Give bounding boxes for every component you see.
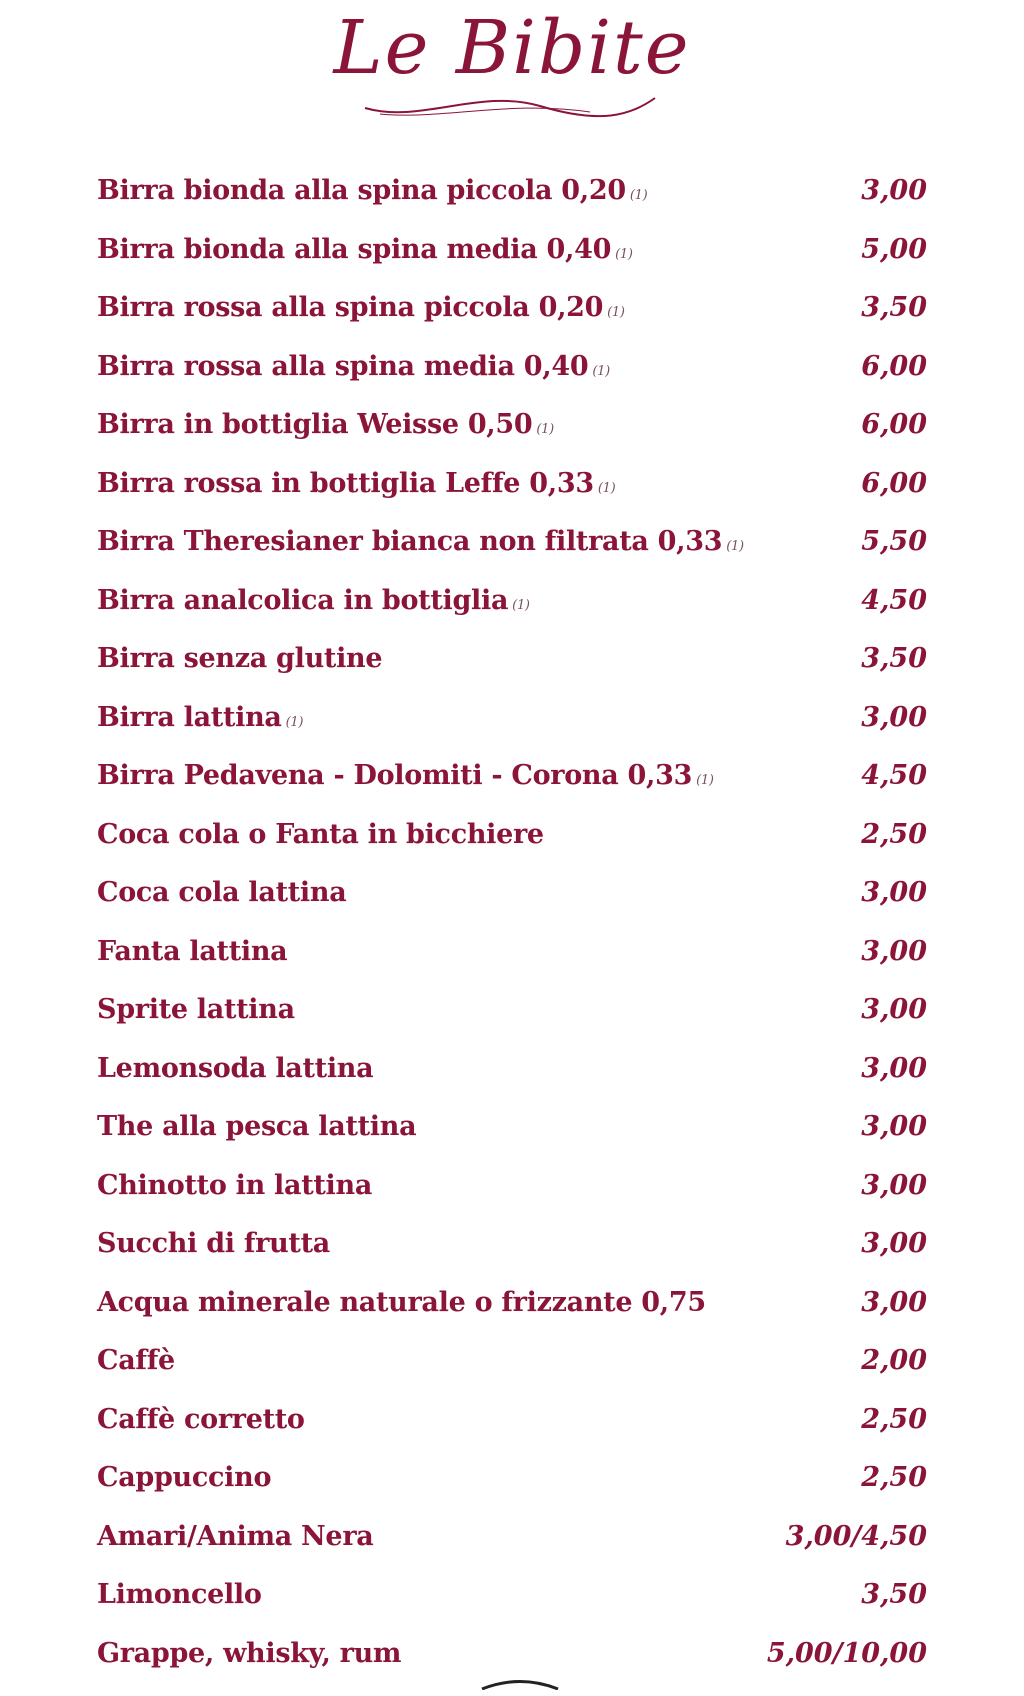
menu-item-row xyxy=(97,409,927,468)
menu-item-row xyxy=(97,468,927,527)
menu-item-price: 6,00 xyxy=(861,409,927,440)
bottom-ornament xyxy=(480,1676,560,1690)
menu-item-price: 3,50 xyxy=(861,292,927,323)
menu-item-price: 3,00 xyxy=(861,994,927,1025)
menu-item-note: (1) xyxy=(512,598,530,613)
menu-item-note: (1) xyxy=(598,481,616,496)
menu-item-note: (1) xyxy=(696,773,714,788)
menu-item-name xyxy=(97,1462,271,1493)
menu-item-name xyxy=(97,292,625,323)
menu-item-name xyxy=(97,1404,305,1435)
menu-item-name xyxy=(97,1053,373,1084)
menu-item-row xyxy=(97,1579,927,1638)
menu-item-price: 3,00 xyxy=(861,1053,927,1084)
menu-title: Le Bibite xyxy=(0,8,1024,89)
menu-item-price: 2,50 xyxy=(861,1462,927,1493)
menu-item-row xyxy=(97,936,927,995)
menu-item-name xyxy=(97,351,610,382)
menu-item-price: 3,00 xyxy=(861,1111,927,1142)
menu-item-price: 5,00/10,00 xyxy=(767,1638,927,1669)
menu-item-note: (1) xyxy=(592,364,610,379)
menu-item-price: 3,00/4,50 xyxy=(786,1521,927,1552)
menu-item-price: 4,50 xyxy=(861,585,927,616)
title-flourish-ornament xyxy=(360,86,660,122)
menu-item-row xyxy=(97,585,927,644)
menu-item-note: (1) xyxy=(726,539,744,554)
menu-item-name xyxy=(97,1521,373,1552)
menu-item-label: Birra bionda alla spina media 0,40 xyxy=(97,234,611,265)
menu-item-row xyxy=(97,1287,927,1346)
menu-item-name xyxy=(97,468,615,499)
menu-item-label: Acqua minerale naturale o frizzante 0,75 xyxy=(97,1287,706,1318)
menu-item-name xyxy=(97,234,633,265)
menu-item-label: Birra lattina xyxy=(97,702,282,733)
menu-item-label: Birra rossa in bottiglia Leffe 0,33 xyxy=(97,468,594,499)
menu-item-row xyxy=(97,994,927,1053)
menu-item-name xyxy=(97,643,382,674)
menu-item-name xyxy=(97,877,346,908)
menu-item-price: 3,00 xyxy=(861,936,927,967)
menu-item-note: (1) xyxy=(615,247,633,262)
menu-item-label: Chinotto in lattina xyxy=(97,1170,372,1201)
menu-item-label: Lemonsoda lattina xyxy=(97,1053,373,1084)
menu-item-row xyxy=(97,1170,927,1229)
menu-item-label: Caffè xyxy=(97,1345,175,1376)
menu-item-label: Birra rossa alla spina media 0,40 xyxy=(97,351,588,382)
menu-item-label: Succhi di frutta xyxy=(97,1228,330,1259)
menu-item-price: 3,00 xyxy=(861,1170,927,1201)
menu-item-row xyxy=(97,526,927,585)
menu-item-price: 2,50 xyxy=(861,819,927,850)
menu-item-row xyxy=(97,643,927,702)
menu-item-row xyxy=(97,1111,927,1170)
menu-item-row xyxy=(97,819,927,878)
menu-item-row xyxy=(97,1345,927,1404)
menu-item-name xyxy=(97,1228,330,1259)
menu-item-label: Birra bionda alla spina piccola 0,20 xyxy=(97,175,626,206)
menu-item-price: 3,50 xyxy=(861,1579,927,1610)
menu-item-name xyxy=(97,936,287,967)
menu-item-label: Amari/Anima Nera xyxy=(97,1521,373,1552)
menu-item-price: 5,50 xyxy=(861,526,927,557)
menu-item-label: Birra Theresianer bianca non filtrata 0,33 xyxy=(97,526,722,557)
menu-item-label: The alla pesca lattina xyxy=(97,1111,416,1142)
menu-item-price: 4,50 xyxy=(861,760,927,791)
menu-item-label: Coca cola lattina xyxy=(97,877,346,908)
drinks-menu-list xyxy=(97,175,927,1696)
menu-item-label: Birra senza glutine xyxy=(97,643,382,674)
menu-item-row xyxy=(97,877,927,936)
menu-item-price: 2,50 xyxy=(861,1404,927,1435)
menu-item-label: Birra analcolica in bottiglia xyxy=(97,585,508,616)
menu-item-name xyxy=(97,1579,262,1610)
menu-item-price: 2,00 xyxy=(861,1345,927,1376)
menu-item-price: 6,00 xyxy=(861,351,927,382)
menu-item-name xyxy=(97,409,554,440)
menu-item-row xyxy=(97,1462,927,1521)
menu-item-name xyxy=(97,994,295,1025)
menu-item-price: 3,00 xyxy=(861,1228,927,1259)
menu-item-name xyxy=(97,1170,372,1201)
menu-item-label: Fanta lattina xyxy=(97,936,287,967)
menu-item-note: (1) xyxy=(630,188,648,203)
menu-item-row xyxy=(97,702,927,761)
menu-item-row xyxy=(97,1053,927,1112)
menu-item-name xyxy=(97,819,544,850)
menu-item-name xyxy=(97,760,714,791)
menu-item-label: Grappe, whisky, rum xyxy=(97,1638,401,1669)
menu-item-note: (1) xyxy=(286,715,304,730)
menu-item-price: 3,00 xyxy=(861,702,927,733)
menu-item-price: 5,00 xyxy=(861,234,927,265)
menu-item-label: Sprite lattina xyxy=(97,994,295,1025)
menu-item-price: 6,00 xyxy=(861,468,927,499)
menu-item-name xyxy=(97,702,303,733)
menu-item-row xyxy=(97,175,927,234)
menu-item-price: 3,00 xyxy=(861,175,927,206)
menu-item-label: Birra rossa alla spina piccola 0,20 xyxy=(97,292,603,323)
menu-item-row xyxy=(97,1228,927,1287)
menu-item-price: 3,50 xyxy=(861,643,927,674)
menu-item-label: Coca cola o Fanta in bicchiere xyxy=(97,819,544,850)
menu-item-row xyxy=(97,1521,927,1580)
menu-item-label: Caffè corretto xyxy=(97,1404,305,1435)
menu-item-name xyxy=(97,585,530,616)
menu-item-note: (1) xyxy=(607,305,625,320)
menu-item-note: (1) xyxy=(536,422,554,437)
menu-item-row xyxy=(97,1404,927,1463)
menu-item-label: Birra in bottiglia Weisse 0,50 xyxy=(97,409,532,440)
menu-item-label: Cappuccino xyxy=(97,1462,271,1493)
menu-item-row xyxy=(97,351,927,410)
menu-item-price: 3,00 xyxy=(861,1287,927,1318)
menu-item-row xyxy=(97,292,927,351)
menu-item-name xyxy=(97,1111,416,1142)
menu-item-price: 3,00 xyxy=(861,877,927,908)
menu-item-name xyxy=(97,526,744,557)
menu-item-label: Limoncello xyxy=(97,1579,262,1610)
menu-item-row xyxy=(97,760,927,819)
menu-item-label: Birra Pedavena - Dolomiti - Corona 0,33 xyxy=(97,760,692,791)
menu-item-name xyxy=(97,1345,175,1376)
menu-item-name xyxy=(97,1638,401,1669)
menu-item-name xyxy=(97,175,647,206)
menu-item-row xyxy=(97,234,927,293)
menu-item-name xyxy=(97,1287,706,1318)
